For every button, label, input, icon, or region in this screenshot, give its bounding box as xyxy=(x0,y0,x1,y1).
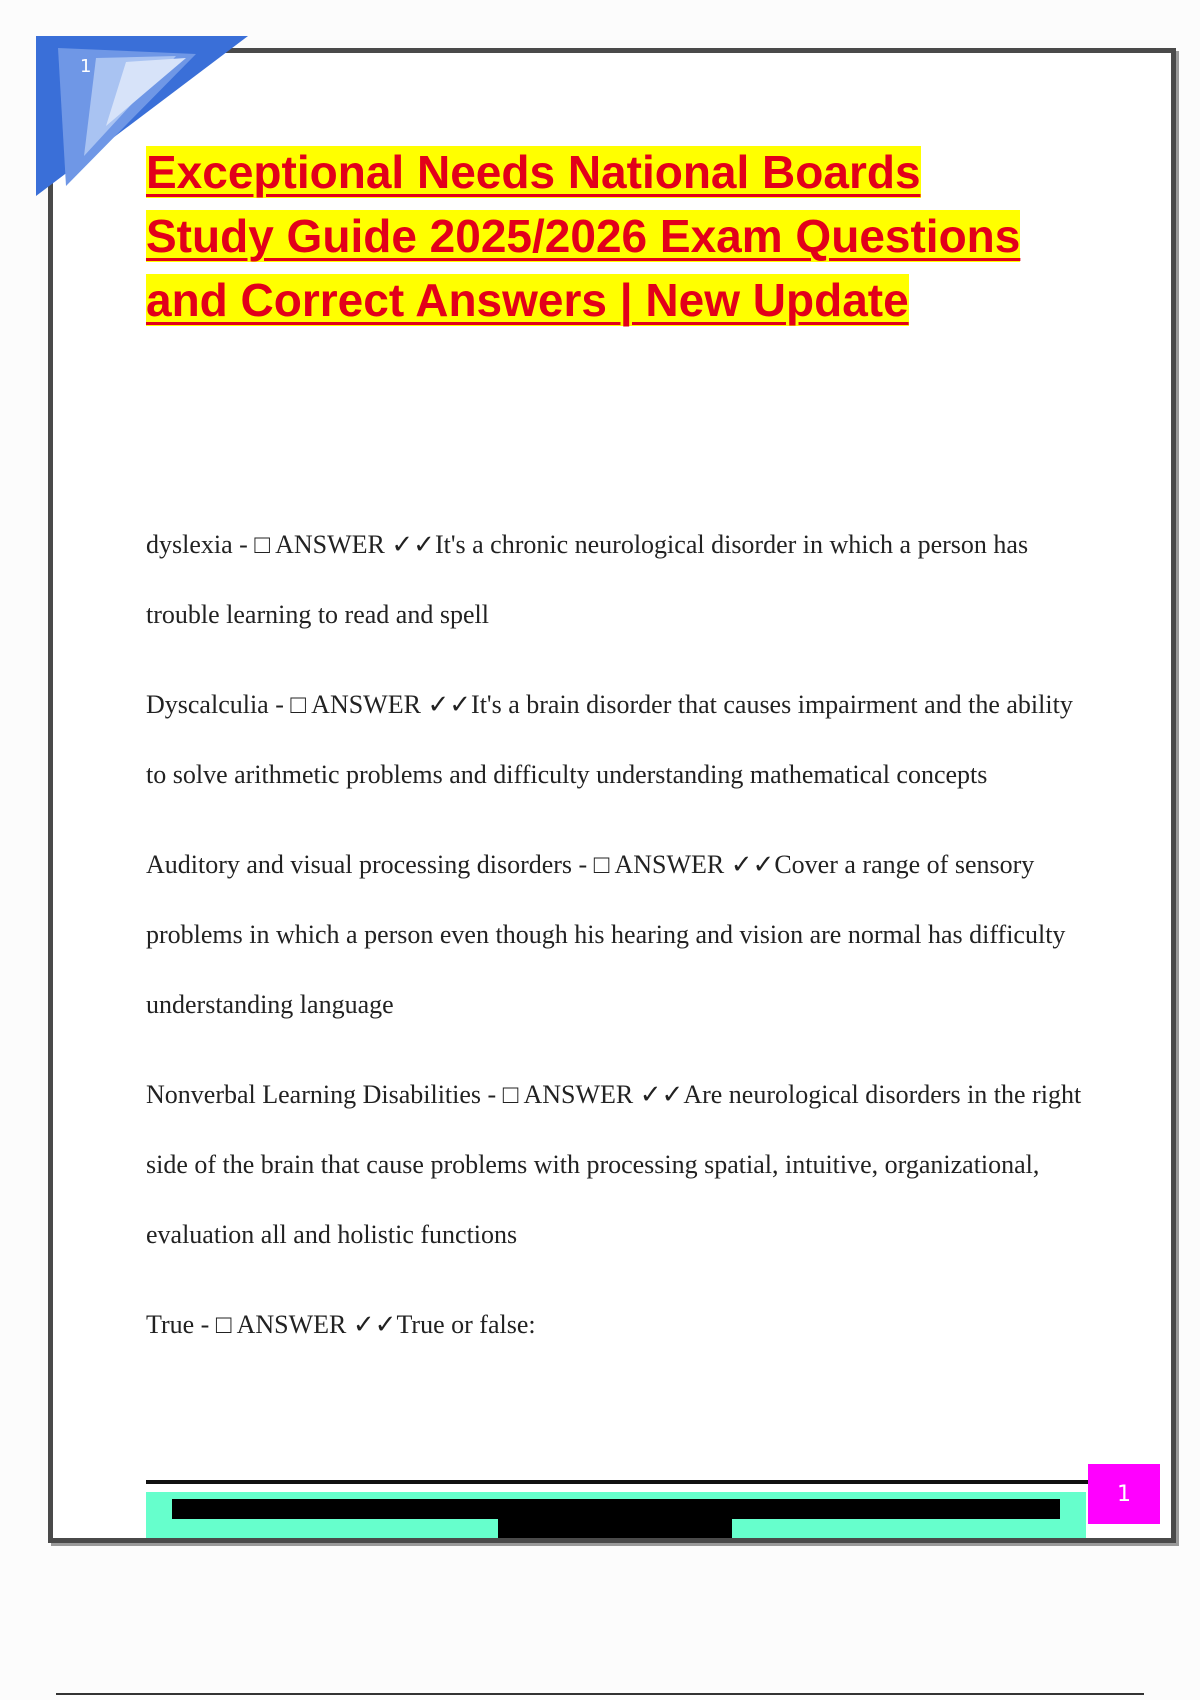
qa-separator: - □ xyxy=(194,1310,237,1339)
check-icon: ✓✓ xyxy=(384,530,435,559)
qa-term: Dyscalculia xyxy=(146,690,269,719)
next-page-divider xyxy=(56,1693,1144,1695)
title-line: Exceptional Needs National Boards xyxy=(146,146,921,198)
check-icon: ✓✓ xyxy=(346,1310,397,1339)
answer-label: ANSWER xyxy=(523,1080,634,1109)
qa-item xyxy=(146,830,1086,1040)
footer-tab xyxy=(498,1519,732,1538)
answer-label: ANSWER xyxy=(311,690,421,719)
qa-list xyxy=(146,510,1086,1380)
qa-definition: Are neurological disorders in the right side of the brain that cause problems with processing spatial, intuitive, organizational, evaluation all and holistic functions xyxy=(146,1080,1082,1249)
qa-item xyxy=(146,1060,1086,1270)
answer-label: ANSWER xyxy=(275,530,385,559)
qa-separator: - □ xyxy=(572,850,615,879)
document-title xyxy=(146,140,1086,332)
footer-bar xyxy=(172,1499,1060,1519)
qa-item xyxy=(146,1290,1086,1360)
answer-label: ANSWER xyxy=(614,850,725,879)
qa-definition: It's a chronic neurological disorder in which a person has trouble learning to read and spell xyxy=(146,530,1029,629)
qa-item xyxy=(146,670,1086,810)
qa-term: Nonverbal Learning Disabilities xyxy=(146,1080,482,1109)
corner-page-number: 1 xyxy=(80,56,92,77)
qa-term: True xyxy=(146,1310,195,1339)
qa-separator: - □ xyxy=(232,530,276,559)
page-number-badge: 1 xyxy=(1088,1464,1160,1524)
answer-label: ANSWER xyxy=(236,1310,347,1339)
qa-separator: - □ xyxy=(268,690,312,719)
qa-item xyxy=(146,510,1086,650)
qa-term: Auditory and visual processing disorders xyxy=(146,850,573,879)
check-icon: ✓✓ xyxy=(724,850,775,879)
qa-definition: It's a brain disorder that causes impairment and the ability to solve arithmetic problems and difficulty understanding mathematical concepts xyxy=(146,690,1073,789)
check-icon: ✓✓ xyxy=(420,690,472,719)
title-line: Study Guide 2025/2026 Exam Questions xyxy=(146,210,1021,262)
qa-term: dyslexia xyxy=(146,530,233,559)
footer-rule xyxy=(146,1480,1089,1484)
qa-separator: - □ xyxy=(481,1080,524,1109)
qa-definition: True or false: xyxy=(396,1310,536,1339)
check-icon: ✓✓ xyxy=(633,1080,684,1109)
qa-definition: Cover a range of sensory problems in which a person even though his hearing and vision are normal has difficulty understanding language xyxy=(146,850,1066,1019)
title-line: and Correct Answers | New Update xyxy=(146,274,909,326)
